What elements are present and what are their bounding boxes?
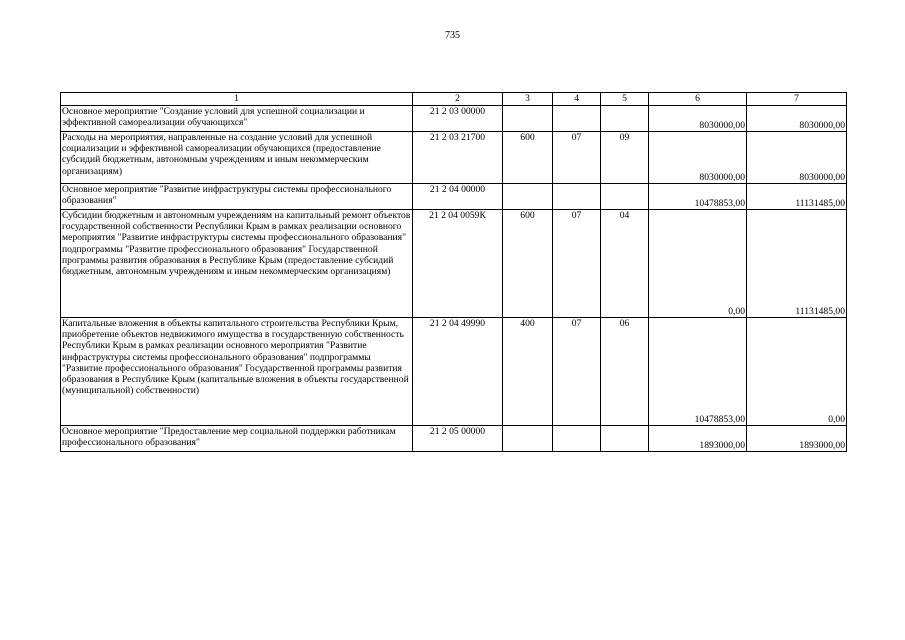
row-code-cell: 21 2 03 21700 — [413, 132, 503, 184]
column-header-7: 7 — [747, 93, 847, 106]
row-sum1-cell: 8030000,00 — [649, 132, 747, 184]
row-pr-cell — [601, 184, 649, 210]
row-rz-cell: 07 — [553, 132, 601, 184]
row-rz-cell — [553, 106, 601, 132]
table-row — [61, 184, 847, 210]
column-header-5: 5 — [601, 93, 649, 106]
row-rz-cell: 07 — [553, 318, 601, 426]
row-sum2-cell: 8030000,00 — [747, 132, 847, 184]
row-sum2-cell: 0,00 — [747, 318, 847, 426]
column-header-1: 1 — [61, 93, 413, 106]
column-header-4: 4 — [553, 93, 601, 106]
row-vr-cell: 600 — [503, 132, 553, 184]
row-code-cell: 21 2 03 00000 — [413, 106, 503, 132]
row-sum1-cell: 0,00 — [649, 210, 747, 318]
row-name-cell: Субсидии бюджетным и автономным учреждениям на капитальный ремонт объектов государственной собственности Республики Крым в рамках реализации основного мероприятия "Развитие инфраструктуры системы профессионального образования" подпрограммы "Развитие профессионального образования" Государственной программы развития образования в Республике Крым (предоставление субсидий бюджетным, автономным учреждениям и иным некоммерческим организациям) — [61, 210, 413, 318]
row-rz-cell: 07 — [553, 210, 601, 318]
row-pr-cell: 04 — [601, 210, 649, 318]
row-code-cell: 21 2 05 00000 — [413, 426, 503, 452]
budget-table — [60, 92, 847, 452]
row-sum2-cell: 8030000,00 — [747, 106, 847, 132]
row-pr-cell: 06 — [601, 318, 649, 426]
table-row — [61, 210, 847, 318]
row-sum2-cell: 1893000,00 — [747, 426, 847, 452]
row-name-cell: Основное мероприятие "Предоставление мер социальной поддержки работникам профессионального образования" — [61, 426, 413, 452]
column-number-row — [61, 93, 847, 106]
row-pr-cell — [601, 106, 649, 132]
row-code-cell: 21 2 04 49990 — [413, 318, 503, 426]
column-header-2: 2 — [413, 93, 503, 106]
row-code-cell: 21 2 04 00000 — [413, 184, 503, 210]
row-vr-cell: 400 — [503, 318, 553, 426]
row-rz-cell — [553, 184, 601, 210]
table-row — [61, 132, 847, 184]
table-row — [61, 106, 847, 132]
row-sum1-cell: 10478853,00 — [649, 184, 747, 210]
column-header-6: 6 — [649, 93, 747, 106]
row-name-cell: Расходы на мероприятия, направленные на создание условий для успешной социализации и эффективной самореализации обучающихся (предоставление субсидий бюджетным, автономным учреждениям и иным некоммерческим организациям) — [61, 132, 413, 184]
row-sum1-cell: 8030000,00 — [649, 106, 747, 132]
row-vr-cell — [503, 426, 553, 452]
table-row — [61, 318, 847, 426]
row-pr-cell — [601, 426, 649, 452]
row-name-cell: Основное мероприятие "Создание условий для успешной социализации и эффективной самореализации обучающихся" — [61, 106, 413, 132]
row-name-cell: Капитальные вложения в объекты капитального строительства Республики Крым, приобретение объектов недвижимого имущества в государственную собственность Республики Крым в рамках реализации основного мероприятия "Развитие инфраструктуры системы профессионального образования" подпрограммы "Развитие профессионального образования" Государственной программы развития образования в Республике Крым (капитальные вложения в объекты государственной (муниципальной) собственности) — [61, 318, 413, 426]
row-sum2-cell: 11131485,00 — [747, 210, 847, 318]
row-name-cell: Основное мероприятие "Развитие инфраструктуры системы профессионального образования" — [61, 184, 413, 210]
page-number: 735 — [445, 30, 460, 41]
column-header-3: 3 — [503, 93, 553, 106]
row-sum1-cell: 10478853,00 — [649, 318, 747, 426]
table-row — [61, 426, 847, 452]
row-rz-cell — [553, 426, 601, 452]
row-vr-cell — [503, 106, 553, 132]
row-vr-cell — [503, 184, 553, 210]
row-vr-cell: 600 — [503, 210, 553, 318]
row-sum1-cell: 1893000,00 — [649, 426, 747, 452]
row-pr-cell: 09 — [601, 132, 649, 184]
row-sum2-cell: 11131485,00 — [747, 184, 847, 210]
row-code-cell: 21 2 04 0059К — [413, 210, 503, 318]
